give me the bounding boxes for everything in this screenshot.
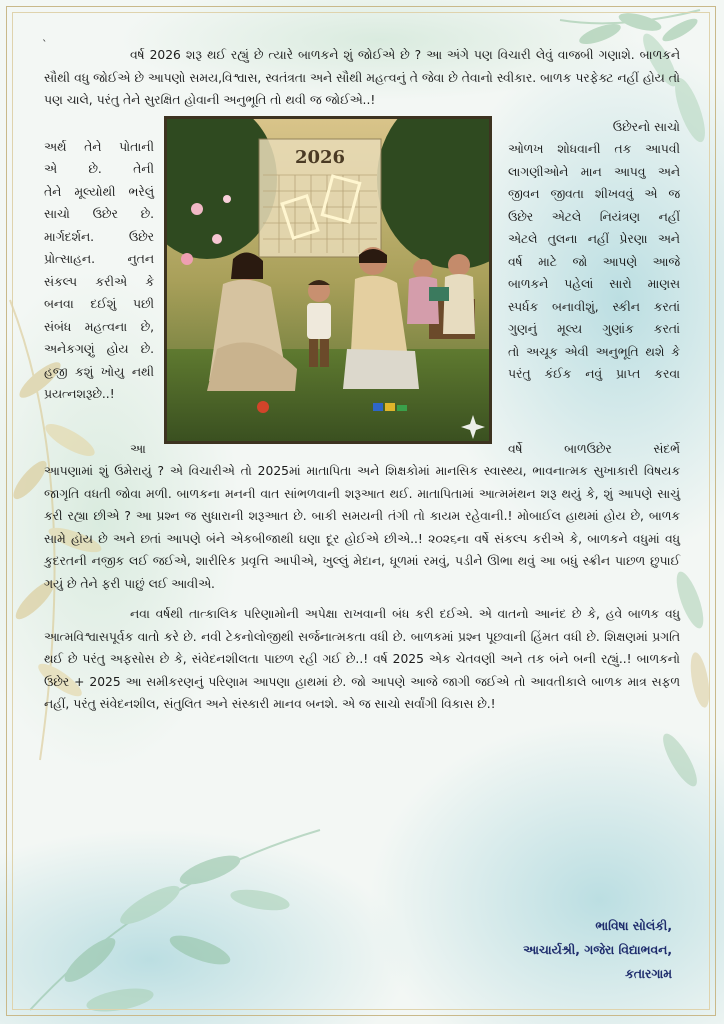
left-column-line [44,136,154,159]
right-column-word: ગુણનું [508,322,537,336]
left-column-line [44,158,154,181]
right-column-line [508,318,680,341]
right-column-line [508,341,680,364]
left-column-line [44,338,154,361]
right-column-word: કે [671,344,680,359]
right-column-word: એટલે [508,232,538,246]
right-column-word: સ્કીન [612,299,640,314]
left-column-word: છે..! [92,387,115,401]
article-body [44,44,680,716]
right-column-word: કંઈક [544,367,572,381]
author-place: કતારગામ [625,967,672,981]
calendar-icon [259,139,381,257]
right-column-word: કરવા [654,367,680,381]
left-column-word: અર્થ [44,139,67,154]
right-column-word: એ [644,187,658,201]
left-column-word: છે. [140,342,154,356]
right-column-word: આપવુ [614,164,646,179]
right-column-word: માણસ [647,277,680,291]
right-column-word: બનાવીશું, [551,299,599,314]
left-column-word: છે, [140,319,154,334]
left-column-word: હજી [44,364,68,379]
right-column-word: અને [657,164,680,179]
right-column-word: પહેલાં [564,277,594,291]
right-column-word: તો [508,344,520,359]
intro-paragraph: વર્ષ 2026 શરૂ થઈ રહ્યું છે ત્યારે બાળકને શું જોઈએ છે ? આ અંગે પણ વિચારી લેવું વાજબી ગણાશે. બાળકને સૌથી વધુ જોઈએ છે આપણો સમય,વિશ્વાસ, સ્વતંત્રતા અને સૌથી મહત્વનું તે જેવા છે તેવાનો સ્વીકાર. બાળક પરફેક્ટ નહીં હોય તો પણ ચાલે, પરંતુ તેને સુરક્ષિત હોવાની અનુભૂતિ તો થવી જ જોઈએ..! [44,48,680,107]
left-column-word: તેને [84,139,102,154]
left-column-word: કરીએ [95,274,127,289]
right-column-word: માટે [538,254,557,269]
right-column-word: જો [572,254,588,269]
right-column-line [508,273,680,296]
aa-right-words [508,438,680,461]
left-column-word: મૂલ્યોથી [74,184,116,199]
aa-right-word: સંદર્ભે [653,441,680,456]
right-column-word: નવું [585,367,603,381]
right-column-word: મૂલ્ય [556,322,583,336]
left-column-word: એ [44,162,57,176]
left-text-column [44,136,154,406]
left-column-line [44,293,154,316]
left-column-word: ભરેલું [128,184,154,199]
left-column-word: તેની [133,162,154,176]
right-column-word: અનુભૂતિ [595,344,639,359]
left-column-word: ઉછેર [128,229,154,244]
left-column-word: અનેકગણું [44,342,95,356]
right-column-word: કરતાં [653,322,680,336]
left-column-word: માર્ગદર્શન. [44,229,95,244]
calendar-year: 2026 [294,146,346,168]
right-column-word: નિયંત્રણ [599,209,641,224]
right-column-word: આપવી [645,142,680,156]
left-column-word: પોતાની [119,139,154,154]
right-column-word: તુલના [547,232,578,246]
third-paragraph: નવા વર્ષથી તાત્કાલિક પરિણામોની અપેક્ષા રાખવાની બંધ કરી દઈએ. એ વાતનો આનંદ છે કે, હવે બાળક વધુ આત્મવિશ્વાસપૂર્વક વાતો કરે છે. નવી ટેકનોલોજીથી સર્જનાત્મકતા વધી છે. બાળકમાં પ્રશ્ન પૂછવાની હિંમત વધી છે. શિક્ષણમાં પ્રગતિ થઈ છે પરંતુ અફસોસ છે કે, સંવેદનશીલતા પાછળ રહી ગઈ છે..! વર્ષ 2025 એક ચેતવણી અને તક બંને બની રહ્યું..! બાળકનો ઉછેર + 2025 આ સમીકરણનું પરિણામ આપણા હાથમાં છે. જો આપણે આજે જાગી જઈએ તો આવતીકાલે બાળક માત્ર સફળ નહીં, પરંતુ સંવેદનશીલ, સંતુલિત અને સંસ્કારી માનવ બનશે. એ જ સાચો સર્વાંગી વિકાસ છે.! [44,607,680,711]
right-column-word: લાગણીઓને [508,164,569,179]
right-column-line [508,228,680,251]
left-column-word: મહત્વના [84,319,128,334]
right-column-word: શીખવવું [594,187,634,201]
right-column-word: પરંતુ [508,367,531,381]
right-column-word: જ [668,187,680,201]
right-column-word: એટલે [551,209,582,224]
aa-word: આ [130,441,146,456]
right-column-word: માન [580,164,602,179]
right-column-line [508,161,680,184]
left-column-word: નુતન [127,252,154,266]
left-column-word: છે. [88,162,102,176]
right-column-line [508,363,680,386]
right-column-word: જીવતા [550,187,584,201]
left-column-word: હોય [106,342,129,356]
left-column-line [44,226,154,249]
aa-right-word: બાળઉછેર [564,441,612,456]
right-column-word: આપણે [602,254,638,269]
stray-tick-mark: ` [42,38,48,51]
text-around-photo [44,116,680,436]
left-column-line [44,203,154,226]
left-column-word: ખોયુ [100,364,125,379]
right-text-column [508,116,680,386]
left-column-word: નથી [131,364,154,379]
right-column-word: પ્રેરણા [619,232,648,246]
right-column-word: થશે [645,344,665,359]
right-column-word: ઉછેર [508,209,534,224]
left-column-word: દઈશું [90,297,117,311]
right-column-word: અચૂક [526,344,558,359]
right-column-word: ઓળખ [508,142,544,156]
right-column-line [508,206,680,229]
right-column-word: વર્ષ [508,254,523,269]
right-column-word: સારો [609,277,632,291]
left-column-word: પ્રોત્સાહન. [44,252,95,266]
right-column-word: બાળકને [508,277,549,291]
right-column-word: ગુણાંક [602,322,634,336]
left-column-word: ઉછેર [92,207,118,221]
left-column-word: સંકલ્પ [44,274,78,289]
left-column-word: બનવા [44,297,74,311]
right-column-word: સ્પર્ધક [508,299,539,314]
left-column-word: પ્રયત્ન [44,387,77,401]
left-column-line [44,271,154,294]
left-column-line [44,248,154,271]
left-column-line [44,316,154,339]
left-column-line [44,181,154,204]
right-column-line [508,296,680,319]
right-column-word: તક [614,142,632,156]
second-paragraph: આપણામાં શું ઉમેરાયું ? એ વિચારીએ તો 2025માં માતાપિતા અને શિક્ષકોમાં માનસિક સ્વાસ્થ્ય, ભાવનાત્મક સુખાકારી વિષયક જાગૃતિ વધતી જોવા મળી. બાળકના મનની વાત સાંભળવાની શરૂઆત થઈ. માતાપિતામાં આત્મમંથન શરૂ થયું કે, શું આપણે સાચું કરી રહ્યા છીએ ? આ પ્રશ્ન જ સુધારાની શરૂઆત છે. બાકી સમયની તંગી તો કાયમ રહેવાની.! મોબાઈલ હાથમાં હોય છે, બાળક સામે હોય છે અને છતાં આપણે બંને એકબીજાથી ઘણા દૂર હોઈએ છીએ..! ૨૦૨૬ના વર્ષે સંકલ્પ કરીએ કે, બાળકને વધુમાં વધુ કુદરતની નજીક લઈ જઈએ, શારીરિક પ્રવૃત્તિ આપીએ, ખુલ્લું મેદાન, ધૂળમાં રમવું, પડીને ઊભા થવું આ બધું સ્ક્રીન પાછળ છુપાઈ ગયું છે તેને ફરી પાછું લઈ આવીએ. [44,464,680,591]
left-column-line [44,361,154,384]
right-column-first-line: ઉછેરનો સાચો [612,119,680,134]
right-column-word: નહીં [658,209,680,224]
right-column-line [508,183,680,206]
right-column-line [508,138,680,161]
right-column-word: જીવન [508,187,540,201]
signature-block [523,914,672,986]
family-photo [164,116,492,444]
right-column-word: પ્રાપ્ત [616,367,641,381]
left-column-line [44,383,154,406]
right-column-word: એવી [564,344,589,359]
left-column-word: તેને [44,184,62,199]
left-column-word: સાચો [44,207,70,221]
right-column-word: શોધવાની [557,142,601,156]
author-name: ભાવિષા સોલંકી, [595,919,672,933]
left-column-word: કે [145,274,154,289]
left-column-word: શરૂ [76,387,93,401]
author-role: આચાર્યશ્રી, ગજેરા વિદ્યાભવન, [523,943,672,957]
right-column-line [508,251,680,274]
left-column-word: સંબંધ [44,319,72,334]
right-column-word: કરતાં [653,299,680,314]
left-column-word: છે. [140,207,154,221]
right-column-word: અને [657,232,680,246]
left-column-word: કશું [75,364,94,379]
aa-right-word: વર્ષે [508,441,523,456]
right-column-word: આજે [652,254,680,269]
left-column-word: પછી [132,297,154,311]
right-column-word: નહીં [587,232,610,246]
